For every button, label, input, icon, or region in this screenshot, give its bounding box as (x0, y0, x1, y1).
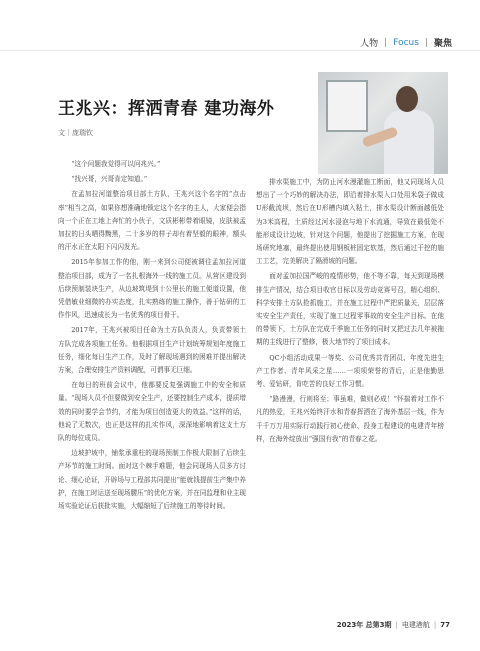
issue-label: 2023年 总第3期 (336, 621, 392, 629)
tag-focus: Focus (393, 37, 419, 48)
paragraph: 2017年，王兆兴被项目任命为土方队负责人，负责带领土方队完成各项施工任务。他根据项目生产计划统筹规划年度施工任务，细化每日生产工作，及时了解现场遇到的困难并提出解决方案，合理安排生产资料调配，可谓事无巨细。 (58, 326, 246, 375)
paragraph: 排水渠施工中，为防止河水漫灌施工断面，他又同现场人员想出了一个巧妙的解决办法，即沿着排水渠入口处用米袋子做成U形截流坝，然后在U形槽内填入粘土，排水渠设计断面越低处为3米高程，土质经过河水浸泡与地下水流通，导致在最低处不能形成设计边坡，针对这个问题，他提出了挖掘施工方案，在现场研究地塞，最终提出使用钢板桩固定软基，然后通过干挖的施工工艺，完美解决了隔滑坡的问题。 (256, 178, 444, 266)
paragraph: QC小组活动成果一等奖、公司优秀共青团员、年度先进生产工作者、青年风采之星……一项项荣誉的背后，正是他勤思考、爱钻研，肯吃苦的良好工作习惯。 (256, 353, 444, 389)
tag-separator: | (424, 37, 428, 48)
tag-separator: | (384, 37, 388, 48)
tag-spotlight: 聚焦 (433, 39, 452, 49)
footer-separator: | (395, 621, 398, 629)
section-tags (360, 36, 452, 49)
left-column (58, 158, 246, 515)
magazine-name: 电建港航 (401, 621, 430, 629)
paragraph: 面对孟加拉国严峻的疫情形势，他不等不靠，每天到现场模排生产情况，结合项目收官目标以及劳动竞赛号召，精心组织、科学安排土方队抢抓施工，并在施工过程中严把质量关，层层落实安全生产责任，实现了施工过程零事故的安全生产目标。在他的带领下，土方队在完成千季施工任务的同时又把过去几年被拖期的主线进行了整修，极大地节约了项目成本。 (256, 272, 444, 347)
photo-person-body (384, 110, 434, 174)
photo-window (326, 80, 368, 132)
article-title: 王兆兴：挥洒青春 建功海外 (58, 99, 275, 119)
portrait-photo (318, 72, 448, 174)
paragraph: 2015年参加工作的他，刚一来到公司便被调往孟加拉河道整治项目部，成为了一名扎根海外一线的施工员。从营区建设到后续预制装块生产，从边坡筑堤到十公里长的施工便道设置，他凭借敏业细微的办实态度，扎实熟练的施工操作，善于钻研的工作作风，迅速成长为一名优秀的项目骨干。 (58, 258, 246, 320)
article-byline: 文｜庞瑞钦 (58, 129, 93, 137)
footer-separator: | (433, 621, 437, 629)
paragraph: 在孟加拉河道整治项目部土方队，王兆兴这个名字的“点击率”相当之高，如果你想准确地锁定这个名字的主人，大家便会指向一个正在工地上奔忙的小伙子，文质彬彬带着眼镜，皮肤被孟加拉的日头晒得黝黑，二十多岁的样子却有着坚毅的眼神，额头的汗水正在太阳下闪闪发光。 (58, 190, 246, 252)
paragraph: 在每日的班前会议中，他都要反复强调施工中的安全和质量。“现场人员不但要做到安全生产，还要控制生产成本，提质增效的同时要学会节约，才能为项目创造更大的效益。”这样的话，他说了无数次，也正是这样的扎实作风，深深地影响着这支土方队的每位成员。 (58, 381, 246, 443)
right-column (256, 176, 444, 448)
tag-people: 人物 (360, 39, 379, 49)
paragraph: 边坡护坡中，铺浆承重柱的现场预制工作极大限制了后续生产环节的施工时间。面对这个棘手难题，他会同现场人员多方讨论、细心论证，开辟场与工程部共同提出“能就钱提前生产集中养护，在施工时运送至现场腰压”的优化方案，并在同监理和业主现场实验论证后获批实施，大幅缩短了后续施工的等待时间。 (58, 449, 246, 511)
photo-person-head (396, 86, 418, 112)
header-divider (0, 50, 480, 51)
page-footer (337, 620, 450, 630)
paragraph: “这个问题我觉得可以问兆兴。” (71, 160, 161, 168)
page-number: 77 (440, 621, 450, 629)
paragraph: “找兴哥，兴哥肯定知道。” (71, 175, 148, 184)
paragraph: “路漫漫，行则将至；事虽难，做则必成！”怀揣着对工作不凡的热爱，王兆兴始终汗水和青春挥洒在了海外基层一线，作为千千万万用实际行动践行初心使命、投身工程建设的电建青年榜样，在海外绽放出“强国有我”的青春之花。 (256, 395, 444, 443)
